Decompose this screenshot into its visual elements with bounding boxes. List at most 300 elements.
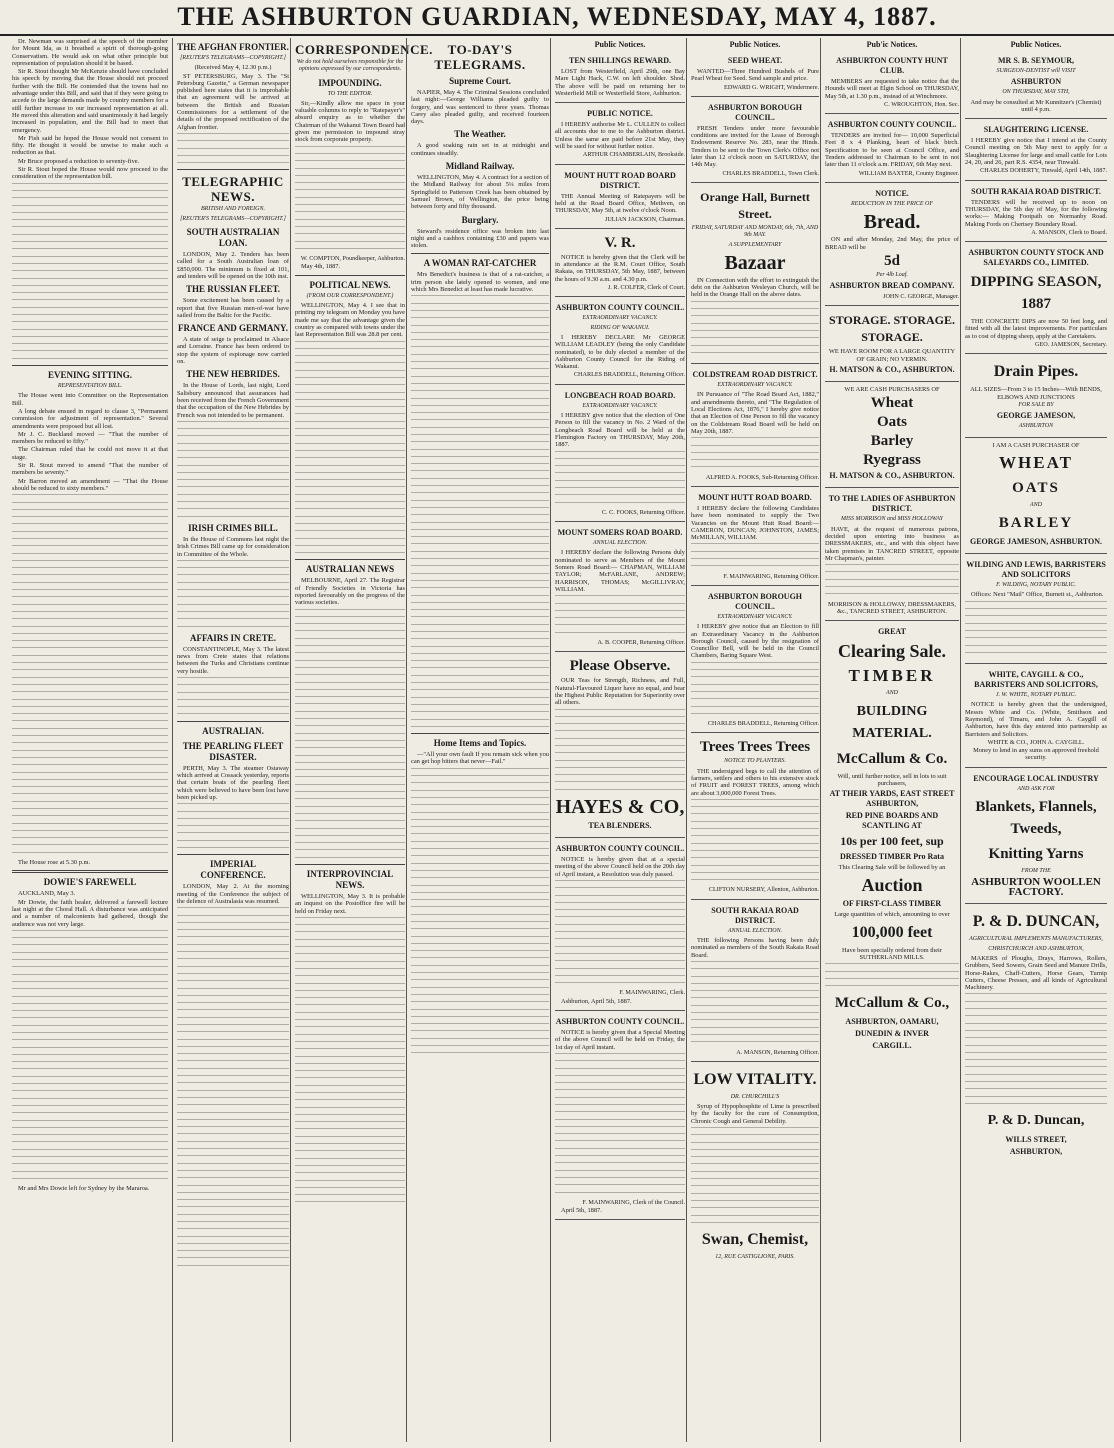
advert-text: NOTICE is hereby given that the Clerk will be in attendance at the R.M. Court Office, South Rakaia, on THURSDAY, 5th May, 1887, between the hours of 9.30 a.m. and 4.30 p.m.: [555, 253, 685, 283]
section-heading: FRANCE AND GERMANY.: [178, 323, 288, 334]
advert-title: COLDSTREAM ROAD DISTRICT.: [692, 370, 818, 380]
advert-subtitle: RIDING OF WAKANUI.: [590, 324, 650, 331]
column-label: Public Notices.: [1010, 40, 1062, 49]
text-body: [177, 133, 289, 163]
signature: A. MANSON, Clerk to Board.: [1031, 228, 1107, 236]
advert-subtitle: FOR SALE BY: [1018, 401, 1054, 408]
advert-title: Clearing Sale.: [838, 641, 946, 662]
text-body: [295, 609, 405, 858]
section-heading: THE PEARLING FLEET DISASTER.: [182, 740, 284, 762]
advert-subtitle: RED PINE BOARDS AND SCANTLING AT: [845, 811, 939, 831]
text-body: [965, 601, 1107, 653]
section-heading: DOWIE'S FAREWELL: [43, 877, 137, 888]
masthead-title: THE ASHBURTON GUARDIAN, WEDNESDAY, MAY 4, 1887.: [177, 2, 937, 31]
column-label: Public Notices.: [729, 40, 781, 49]
signature: C. C. FOOKS, Returning Officer.: [601, 508, 685, 516]
advert-subtitle: EXTRAORDINARY VACANCY.: [582, 402, 658, 409]
advert-county-2: [555, 840, 685, 1011]
text-body: [555, 595, 685, 632]
section-subheading: [REUTER'S TELEGRAMS—COPYRIGHT.]: [180, 215, 286, 222]
section-heading: Supreme Court.: [449, 76, 511, 86]
text-body: [555, 1053, 685, 1193]
text-body: [691, 662, 819, 714]
advert-brand: P. & D. Duncan,: [987, 1113, 1085, 1129]
text-body: [965, 993, 1107, 1103]
advert-text: I HEREBY give notice that I intend at the County Council meeting on 5th May next to apply for a Slaughtering License for large and small cattle for Lots 24, 20, and 26, part R.S. 4354, near Tinwald.: [965, 137, 1107, 167]
article-paragraph: Sir R. Stout hoped the House would now proceed to the consideration of the representation bill.: [12, 166, 168, 181]
advert-coldstream: [691, 366, 819, 487]
article-paragraph: Mr J. C. Buckland moved — "That the number of members be reduced to fifty.": [12, 430, 168, 446]
advert-title: TIMBER: [848, 666, 936, 686]
advert-title: 100,000 feet: [851, 923, 933, 941]
advert-title: STORAGE. STORAGE. STORAGE.: [829, 313, 955, 345]
advert-subtitle: AND: [886, 690, 898, 697]
text-body: [177, 907, 289, 1266]
section-heading: Burglary.: [461, 214, 499, 225]
advert-text: NOTICE is hereby given that the undersigned, Messrs White and Co. (White, Smithson and Raymond), of Timaru, and John A. Caygill of Ashburton, have this day entered into partnership as Barristers and Solicitors.: [965, 701, 1107, 738]
section-heading: The Weather.: [454, 129, 506, 140]
advert-text: NOTICE is hereby given that at a special meeting of the above Council held on the 20th day of April instant, a Resolution was duly passed.: [555, 856, 685, 878]
advert-mount-hutt: [555, 167, 685, 229]
article-paragraph: Sir,—Kindly allow me space in your valuable columns to reply to "Ratepayer's" absurd enquiry as to whether the Chairman of the Wakanui Town Board had given me permission to impound stray stock from corporate property.: [295, 99, 405, 144]
advert-title: Knitting Yarns: [988, 846, 1084, 863]
section-heading: POLITICAL NEWS.: [309, 279, 391, 290]
section-heading: THE RUSSIAN FLEET.: [185, 284, 281, 295]
advert-rakaia-tenders: [965, 183, 1107, 242]
advert-title: SOUTH RAKAIA ROAD DISTRICT.: [971, 186, 1101, 196]
advert-title: Drain Pipes.: [993, 363, 1079, 381]
dateline: May 4th, 1887.: [301, 263, 341, 271]
text-body: [555, 451, 685, 503]
advert-storage: [825, 308, 959, 382]
text-body: [12, 183, 168, 359]
text-body: [177, 421, 289, 517]
advert-public-notice: [555, 105, 685, 164]
advert-title: Blankets, Flannels, Tweeds,: [975, 799, 1097, 838]
advert-text: MAKERS of Ploughs, Drays, Harrows, Rollers, Grubbers, Seed Sowers, Grain Seed and Manure Drills, Horse-Rakes, Chaff-Cutters, Horse Gears, Turnip Cutters, Cheese Presses, and all kinds of Agricultural Machinery.: [965, 954, 1107, 992]
advert-county-3: [555, 1013, 685, 1220]
advert-subtitle: AGRICULTURAL IMPLEMENTS MANUFACTURERS,: [969, 936, 1103, 943]
advert-title: ASHBURTON COUNTY COUNCIL.: [555, 303, 685, 313]
advert-text: I HEREBY give notice that an Election to fill an Extraordinary Vacancy in the Ashburton Borough Council, caused by the resignation of Councillor Bell, will be held in the Council Chambers, Baring Square West.: [691, 623, 819, 660]
advert-subtitle: AND: [1030, 501, 1042, 508]
advert-text: And may be consulted at Mr Kunnitzer's (Chemist) until 4 p.m.: [970, 98, 1102, 113]
advert-longbeach: [555, 387, 685, 522]
advert-text: ALL SIZES—From 3 to 15 Inches—With BENDS, ELBOWS AND JUNCTIONS: [970, 386, 1102, 401]
article-paragraph: Steward's residence office was broken into last night and a cashbox containing £30 and papers was stolen.: [411, 227, 549, 250]
advert-brand: McCallum & Co.: [836, 750, 948, 767]
advert-slaughter: [965, 121, 1107, 180]
advert-title: SOUTH RAKAIA ROAD DISTRICT.: [711, 905, 799, 925]
advert-brand: ASHBURTON WOOLLEN FACTORY.: [971, 876, 1101, 899]
signature: W. COMPTON, Poundkeeper, Ashburton.: [300, 255, 405, 263]
dateline: April 5th, 1887.: [561, 1207, 602, 1215]
text-body: [295, 341, 405, 554]
advert-bazaar: [691, 185, 819, 364]
advert-text: Offices: Next "Mail" Office, Burnett st., Ashburton.: [971, 591, 1104, 599]
signature: GEORGE JAMESON,: [996, 411, 1076, 421]
advert-subtitle: TEA BLENDERS.: [588, 821, 652, 831]
advert-title: LONGBEACH ROAD BOARD.: [564, 390, 676, 400]
section-heading: IMPERIAL CONFERENCE.: [200, 859, 266, 881]
advert-subtitle: FROM THE: [1021, 868, 1051, 875]
advert-text: OUR Teas for Strength, Richness, and Full, Natural-Flavoured Liquor have no equal, and bear the Highest Public Reputation for Superiority over all others.: [555, 677, 685, 707]
text-body: [177, 560, 289, 627]
advert-subtitle: ANNUAL ELECTION.: [727, 927, 783, 934]
signature: GEO. JAMESON, Secretary.: [1035, 341, 1107, 349]
text-body: [691, 437, 819, 467]
advert-title: ASHBURTON BOROUGH COUNCIL.: [707, 591, 803, 611]
advert-subtitle: AT THEIR YARDS, EAST STREET ASHBURTON,: [829, 789, 955, 809]
advert-seed-wheat: [691, 52, 819, 97]
advert-title: TO THE LADIES OF ASHBURTON DISTRICT.: [828, 494, 956, 514]
text-body: [691, 961, 819, 1042]
article-paragraph: MELBOURNE, April 27. The Registrar of Friendly Societies in Victoria has reported favourably on the progress of the various societies.: [295, 577, 405, 607]
advert-title: ASHBURTON COUNTY HUNT CLUB.: [836, 56, 948, 75]
signature: F. MAINWARING, Returning Officer.: [723, 572, 819, 580]
signature: WILLIAM BAXTER, County Engineer.: [858, 169, 959, 177]
column-6: [686, 38, 823, 1442]
advert-subtitle: ON THURSDAY, MAY 5TH,: [1002, 89, 1070, 96]
text-body: [691, 1127, 819, 1223]
advert-title: V. R.: [604, 234, 636, 251]
text-body: [177, 677, 289, 714]
signature: CHARLES DOHERTY, Tinwald, April 14th, 1887.: [980, 167, 1107, 175]
advert-text: THE following Persons having been duly nominated as members of the South Rakaia Road Board.: [691, 937, 819, 959]
advert-text: IN Connection with the effort to extinguish the debt on the Ashburton Wesleyan Church, will be held in the Orange Hall on the above dates.: [691, 276, 819, 299]
advert-subtitle: ASHBURTON,: [1009, 1147, 1063, 1157]
article-paragraph: WELLINGTON, May 3. It is probable an inquest on the Postoffice fire will be held on Friday next.: [295, 892, 405, 915]
signature: CHARLES BRADDELL, Town Clerk.: [722, 169, 819, 177]
section-heading: CORRESPONDENCE.: [295, 42, 433, 57]
column-4: [406, 38, 553, 1442]
text-body: [691, 543, 819, 566]
section-heading: A WOMAN RAT-CATCHER: [423, 258, 537, 269]
advert-brand: Bazaar: [724, 251, 786, 274]
advert-subtitle: NOTICE TO PLANTERS.: [724, 758, 786, 765]
advert-brand: McCallum & Co.,: [834, 995, 950, 1012]
advert-mount-hutt-2: [691, 489, 819, 586]
advert-mount-somers: [555, 524, 685, 652]
advert-text: THE CONCRETE DIPS are now 50 feet long, and fitted with all the latest improvements. For particulars as to cost of dipping sheep, apply at the Caretakers.: [965, 318, 1107, 340]
text-body: [295, 917, 405, 1203]
article-paragraph: LONDON, May 2. Tenders has been called for a South Australian loan of £850,000. The minimum is fixed at 101, and tenders will be opened on the 10th inst.: [177, 251, 289, 280]
advert-text: IN Pursuance of "The Road Board Act, 1882," and amendments thereto, and "The Regulation of Local Elections Act, 1876," I hereby give notice that an Election of One Person to fill the vacancy on the Coldstream Road Board will be held on May 20th, 1887.: [691, 391, 819, 435]
advert-hunt-club: [825, 52, 959, 114]
advert-brand: Bread.: [863, 211, 921, 234]
advert-brand: DIPPING SEASON, 1887: [970, 274, 1102, 313]
article-paragraph: In the House of Lords, last night, Lord Salisbury announced that assurances had been received from the French Government that the occupation of the New Hebrides by French was not intended to be permanent.: [177, 382, 289, 419]
advert-text: I HEREBY declare the following Persons duly nominated to serve as Members of the Mount Somers Road Board:— CHAPMAN, WILLIAM TAYLOR; McFARLANE, ANDREW; HARRISON, THOMAS; McGILLIVRAY, WILLIAM.: [555, 549, 685, 593]
signature: A. B. COOPER, Returning Officer.: [597, 639, 685, 647]
section-heading: EVENING SITTING.: [47, 370, 133, 381]
section-subheading: TO THE EDITOR.: [327, 90, 373, 97]
grain-ryegrass: Ryegrass: [863, 452, 921, 469]
advert-text: I HEREBY authorise Mr L. CULLEN to collect all accounts due to me to the Ashburton district. Unless the same are paid before 21st May, they will be sued for without further notice.: [555, 121, 685, 151]
section-heading: SOUTH AUSTRALIAN LOAN.: [186, 227, 280, 249]
signature: H. MATSON & CO., ASHBURTON.: [829, 471, 955, 481]
advert-subtitle: SURGEON-DENTIST will VISIT: [996, 68, 1076, 74]
advert-subtitle: EXTRAORDINARY VACANCY.: [717, 613, 793, 620]
article-paragraph: Mr Barron moved an amendment — "That the House should be reduced to sixty members.": [12, 477, 168, 492]
advert-text: I HEREBY give notice that the election of One Person to fill the vacancy in No. 2 Ward of the Longbeach Road Board will be held at the Flemington Factory on THURSDAY, May 20th, 1887.: [555, 412, 685, 449]
column-7: [820, 38, 963, 1442]
section-subheading: (FROM OUR CORRESPONDENT.): [306, 292, 394, 299]
advert-subtitle: F. WILDING, NOTARY PUBLIC.: [996, 582, 1076, 589]
signature: A. MANSON, Returning Officer.: [736, 1048, 819, 1056]
advert-subtitle: DR. CHURCHILL'S: [730, 1093, 780, 1100]
advert-dentist: [965, 52, 1107, 119]
advert-text: MEMBERS are requested to take notice that the Hounds will meet at Elgin School on THURSDAY, May 5th, at 1.30 p.m., instead of at Winchmore.: [825, 78, 959, 100]
article-paragraph: WELLINGTON, May 4. I see that in printing my telegram on Monday you have made me say that the advantage given the country as compared with towns under the last Representation Bill was 28.8 per cent.: [295, 302, 405, 339]
signature: H. MATSON & CO., ASHBURTON.: [829, 365, 955, 375]
advert-text: Syrup of Hypophosphite of Lime is prescribed by the faculty for the cure of Consumption, Chronic Cough and General Debility.: [691, 1103, 819, 1125]
advert-title: P. & D. DUNCAN,: [972, 913, 1100, 931]
text-body: [411, 768, 549, 1054]
advert-subtitle: J. W. WHITE, NOTARY PUBLIC.: [995, 692, 1077, 699]
article-paragraph: Mrs Benedict's business is that of a rat-catcher, a trim person she lately opened to women, and one which Mrs Benedict at least has made lucrative.: [411, 271, 549, 294]
section-heading: IRISH CRIMES BILL.: [188, 522, 278, 533]
signature: WHITE & CO., JOHN A. CAYGILL.: [987, 738, 1085, 746]
advert-title: ASHBURTON COUNTY STOCK AND SALEYARDS CO., LIMITED.: [968, 248, 1104, 268]
section-heading: TO-DAY'S TELEGRAMS.: [434, 42, 526, 72]
advert-text: THE Annual Meeting of Ratepayers will be held at the Road Board Office, Methven, on THURSDAY, May 5th, at twelve o'clock Noon.: [555, 192, 685, 215]
signature: GEORGE JAMESON, ASHBURTON.: [969, 537, 1103, 547]
article-paragraph: The Chairman ruled that he could not move it at that stage.: [12, 446, 168, 461]
advert-grain: [825, 384, 959, 488]
text-body: [691, 301, 819, 353]
advert-subtitle: WILLS STREET,: [1005, 1135, 1067, 1145]
section-heading: AUSTRALIAN.: [202, 725, 264, 736]
advert-text: HAVE, at the request of numerous patrons, decided upon entering into business as DRESSMAKERS, etc., and with this object have taken premises in TANCRED STREET, opposite Mr Chapman's, painter.: [825, 525, 959, 562]
advert-price: 10s per 100 feet, sup: [840, 834, 944, 849]
advert-drain-pipes: [965, 356, 1107, 437]
grain-oats: OATS: [1012, 479, 1060, 496]
column-2: [172, 38, 293, 1442]
signature: JULIAN JACKSON, Chairman.: [604, 215, 685, 223]
text-body: [411, 295, 549, 727]
article-paragraph: In the House of Commons last night the Irish Crimes Bill came up for consideration in Committee of the Whole.: [177, 535, 289, 558]
article-paragraph: AUCKLAND, May 3.: [18, 890, 76, 898]
text-body: [691, 799, 819, 880]
section-subheading: We do not hold ourselves responsible for the opinions expressed by our correspondents.: [296, 59, 404, 73]
advert-county-tenders: [825, 116, 959, 183]
advert-reward: [555, 52, 685, 103]
text-body: [825, 963, 959, 986]
advert-subtitle: DRESSED TIMBER Pro Rata: [840, 852, 944, 862]
advert-subtitle: AND ASK FOR: [1017, 785, 1055, 792]
article-paragraph: WELLINGTON, May 4. A contract for a section of the Midland Railway for about 5¼ miles from Springfield to Patterson Creek has been obtained by Samuel Brown, of Wellington, the price being between forty and fifty thousand.: [411, 174, 549, 211]
advert-text: Large quantities of which, amounting to over: [834, 911, 950, 919]
text-body: [825, 564, 959, 594]
advert-subtitle: 12, RUE CASTIGLIONE, PARIS.: [715, 1254, 795, 1261]
column-3: [290, 38, 433, 1442]
section-subheading: REPRESENTATION BILL.: [57, 383, 123, 390]
signature: ALFRED A. FOOKS, Sub-Returning Officer.: [705, 473, 819, 481]
section-heading: THE NEW HEBRIDES.: [186, 369, 280, 380]
text-body: [12, 494, 168, 853]
advert-subtitle: ENCOURAGE LOCAL INDUSTRY: [973, 773, 1099, 783]
grain-wheat: WHEAT: [999, 452, 1073, 472]
advert-trees: [691, 735, 819, 899]
advert-tea: [555, 654, 685, 838]
advert-text: TENDERS will be received up to noon on THURSDAY, the 5th day of May, for the following works:— Making Footpath on Normanby Road. Making Fords on Chertsey Boundary Road.: [965, 198, 1107, 228]
advert-subtitle: DUNEDIN & INVER: [855, 1029, 929, 1039]
advert-title: ASHBURTON COUNTY COUNCIL.: [555, 1017, 685, 1027]
advert-white-caygill: [965, 666, 1107, 768]
advert-brand: Swan, Chemist,: [701, 1231, 809, 1249]
advert-text: WE HAVE ROOM FOR A LARGE QUANTITY OF GRAIN; NO VERMIN.: [828, 348, 956, 363]
advert-title: WHITE, CAYGILL & CO., BARRISTERS AND SOLICITORS,: [974, 670, 1098, 690]
advert-subtitle: CARGILL.: [872, 1041, 912, 1051]
column-label: Public Notices.: [594, 40, 646, 49]
signature: EDWARD G. WRIGHT, Windermere.: [724, 83, 819, 91]
advert-title: SEED WHEAT.: [727, 56, 783, 65]
advert-bread: [825, 185, 959, 306]
advert-text: LOST from Westerfield, April 29th, one Bay Mare Light Hack, C.W. on left shoulder. Shod. The above will be paid on returning her to Westerfield Mill or Westerfield Store, Ashburton.: [555, 68, 685, 97]
advert-title: Please Observe.: [569, 658, 671, 675]
text-body: [12, 930, 168, 1179]
advert-subtitle: A SUPPLEMENTARY: [728, 241, 782, 248]
advert-wilding: [965, 556, 1107, 664]
signature: C. WROUGHTON, Hon. Sec.: [884, 100, 959, 108]
advert-text: NOTICE is hereby given that a Special Meeting of the above Council will be held on Friday, the 1st day of April instant.: [555, 1029, 685, 1051]
advert-title: Auction: [861, 875, 923, 896]
article-paragraph: A state of seige is proclaimed in Alsace and Lorraine. France has been ordered to stop the system of espionage now carried on.: [177, 336, 289, 366]
advert-text: FRESH Tenders under more favourable conditions are invited for the Lease of Borough Endowment Reserve No. 283, near the Hinds. Tenders to be sent to the Town Clerk's Office not later than 12 o'clock noon on SATURDAY, the 14th May.: [691, 124, 819, 169]
advert-subtitle: ANNUAL ELECTION.: [592, 540, 648, 547]
column-label: Pub'ic Notices.: [866, 40, 918, 49]
signature: MORRISON & HOLLOWAY, DRESSMAKERS, &c., TANCRED STREET, ASHBURTON.: [827, 600, 956, 615]
article-paragraph: A long debate ensued in regard to clause 3, "Permanent commission for adjustment of representation." Several amendments were proposed but all lost.: [12, 407, 168, 430]
article-paragraph: Mr Dowie, the faith healer, delivered a farewell lecture last night at the Choral Hall. A disturbance was anticipated and a number of malcontents had gathered, though the audience was not very large.: [12, 898, 168, 928]
advert-text: THE undersigned begs to call the attention of farmers, settlers and others to his extensive stock of FRUIT and FOREST TREES, among which are about 3,000,000 Forest Trees.: [691, 767, 819, 797]
advert-borough-2: [691, 588, 819, 733]
article-paragraph: Mr and Mrs Dowie left for Sydney by the Mararoa.: [18, 1185, 150, 1193]
advert-title: TEN SHILLINGS REWARD.: [568, 56, 672, 65]
advert-subtitle: OF FIRST-CLASS TIMBER: [842, 899, 942, 909]
article-paragraph: Some excitement has been caused by a report that five Russian men-of-war have sailed from the Baltic for the Pacific.: [177, 297, 289, 319]
advert-vr: [555, 231, 685, 297]
advert-duncan: [965, 906, 1107, 1163]
section-heading: AFFAIRS IN CRETE.: [189, 632, 277, 643]
advert-subtitle: ASHBURTON BREAD COMPANY.: [829, 281, 955, 291]
advert-borough: [691, 99, 819, 183]
signature: CHARLES BRADDELL, Returning Officer.: [573, 371, 685, 379]
advert-timber: [825, 623, 959, 1057]
advert-woollen-factory: [965, 770, 1107, 905]
article-paragraph: Sir R. Stout moved to amend "That the number of members be seventy.": [12, 462, 168, 477]
advert-text: Will, until further notice, sell in lots to suit purchasers,: [837, 772, 947, 787]
advert-subtitle: CHRISTCHURCH AND ASHBURTON,: [988, 945, 1084, 952]
signature: J. R. COLFER, Clerk of Court.: [607, 284, 685, 292]
advert-title: MOUNT HUTT ROAD BOARD.: [698, 492, 812, 502]
advert-dipping: [965, 244, 1107, 354]
advert-title: ASHBURTON BOROUGH COUNCIL.: [707, 102, 803, 122]
signature: ARTHUR CHAMBERLAIN, Brookside.: [582, 151, 685, 159]
text-body: [555, 880, 685, 983]
advert-text: I HEREBY DECLARE Mr GEORGE WILLIAM LEADLEY (being the only Candidate nominated), to be duly elected a member of the Ashburton County Council for the Riding of Wakanui.: [555, 333, 685, 371]
article-paragraph: ST PETERSBURG, May 3. The "St Petersburg Gazette," a German newspaper published here states that it is improbable that an agreement will be arrived at between the British and Russian Commissioners for a settlement of the details of the proposed rectification of the Afghan frontier.: [177, 72, 289, 131]
section-heading: Home Items and Topics.: [433, 738, 527, 749]
column-5: [550, 38, 689, 1442]
advert-subtitle: MISS MORRISON and MISS HOLLOWAY: [841, 516, 943, 523]
grain-oats: Oats: [877, 414, 907, 431]
text-body: [295, 146, 405, 249]
section-heading: TELEGRAPHIC NEWS.: [182, 174, 284, 205]
article-paragraph: A good soaking rain set in at midnight and continues steadily.: [411, 142, 549, 157]
advert-text: I AM A CASH PURCHASER OF: [992, 441, 1080, 449]
advert-title: MOUNT HUTT ROAD BOARD DISTRICT.: [564, 170, 676, 190]
advert-title: SLAUGHTERING LICENSE.: [983, 125, 1089, 135]
column-8: [960, 38, 1111, 1442]
advert-south-rakaia: [691, 902, 819, 1062]
signature: JOHN C. GEORGE, Manager.: [883, 293, 959, 301]
column-1: [12, 38, 172, 1442]
section-heading: AUSTRALIAN NEWS: [305, 564, 395, 575]
article-paragraph: LONDON, May 2. At the morning meeting of the Conference the subject of the defence of Australasia was resumed.: [177, 883, 289, 905]
advert-title: WILDING AND LEWIS, BARRISTERS AND SOLICITORS: [966, 560, 1106, 580]
advert-title: PUBLIC NOTICE.: [587, 109, 653, 119]
advert-title: MOUNT SOMERS ROAD BOARD.: [557, 528, 683, 538]
advert-subtitle: GREAT: [878, 627, 906, 637]
advert-council: [555, 299, 685, 384]
advert-title: LOW VITALITY.: [693, 1070, 817, 1088]
article-paragraph: The House went into Committee on the Representation Bill.: [12, 392, 168, 407]
text-body: [555, 709, 685, 790]
grain-wheat: Wheat: [870, 395, 914, 412]
advert-text: TENDERS are invited for— 10,000 Superficial Feet 8 x 4 Planking, heart of black birch. Specification to be seen at Council Office, and Tenders addressed to Chairman to be sent in not later than 11 o'clock a.m. FRIDAY, 6th May next.: [825, 132, 959, 169]
article-paragraph: —"All your own fault If you remain sick when you can get hop bitters that never—Fail.": [411, 751, 549, 766]
advert-text: Money to lend in any sums on approved freehold security.: [973, 747, 1099, 762]
advert-dressmakers: [825, 490, 959, 621]
advert-subtitle: Per 4lb Loaf.: [876, 271, 908, 278]
section-heading: THE AFGHAN FRONTIER.: [177, 42, 289, 52]
article-paragraph: NAPIER, May 4. The Criminal Sessions concluded last night:—George Williams pleaded guilty to forgery, and was sentenced to three years. Thomas Carey also pleaded guilty, and received fourteen days.: [411, 89, 549, 126]
article-paragraph: PERTH, May 3. The steamer Ostaway which arrived at Cossack yesterday, reports that certain boats of the pearling fleet which were believed to have been lost have been picked up.: [177, 764, 289, 801]
grain-barley: Barley: [870, 433, 914, 450]
advert-title: Orange Hall, Burnett Street.: [700, 189, 810, 221]
advert-subtitle: ASHBURTON, OAMARU,: [845, 1017, 939, 1027]
signature: CHARLES BRADDELL, Returning Officer.: [707, 720, 819, 728]
signature: F. MAINWARING, Clerk.: [619, 989, 685, 997]
signature: F. MAINWARING, Clerk of the Council.: [582, 1198, 685, 1206]
article-paragraph: Mr Fish said he hoped the House would not consent to fifty. He thought it would be unwise to make such a reduction as that.: [12, 134, 168, 157]
advert-title: ASHBURTON COUNTY COUNCIL.: [827, 120, 957, 130]
section-heading: IMPOUNDING.: [318, 77, 382, 88]
advert-subtitle: FRIDAY, SATURDAY AND MONDAY, 6th, 7th, AND 9th MAY.: [691, 224, 819, 239]
advert-subtitle: REDUCTION IN THE PRICE OF: [851, 200, 933, 207]
advert-subtitle: ASHBURTON: [1010, 77, 1062, 87]
advert-title: MR S. B. SEYMOUR,: [997, 56, 1074, 65]
advert-text: WANTED—Three Hundred Bushels of Pure Pearl Wheat for Seed. Send sample and price.: [691, 68, 819, 83]
bread-price: 5d: [884, 252, 900, 269]
article-paragraph: CONSTANTINOPLE, May 3. The latest news from Crete states that relations between the Turks and Christians continue very hostile.: [177, 645, 289, 675]
advert-brand: HAYES & CO,: [555, 796, 685, 819]
article-paragraph: The House rose at 5.30 p.m.: [18, 859, 91, 867]
advert-title: ASHBURTON COUNTY COUNCIL.: [555, 844, 685, 854]
section-subheading: [REUTER'S TELEGRAMS—COPYRIGHT.]: [180, 55, 286, 61]
advert-vitality: [691, 1064, 819, 1268]
advert-subtitle: EXTRAORDINARY VACANCY.: [717, 382, 793, 389]
dateline: Ashburton, April 5th, 1887.: [561, 997, 632, 1005]
advert-subtitle: EXTRAORDINARY VACANCY.: [582, 315, 658, 322]
advert-title: NOTICE.: [875, 188, 909, 198]
grain-barley: BARLEY: [998, 515, 1074, 532]
advert-title: BUILDING MATERIAL.: [852, 703, 932, 741]
advert-subtitle: ASHBURTON: [1018, 423, 1054, 430]
signature: CLIFTON NURSERY, Allenton, Ashburton.: [708, 886, 819, 894]
